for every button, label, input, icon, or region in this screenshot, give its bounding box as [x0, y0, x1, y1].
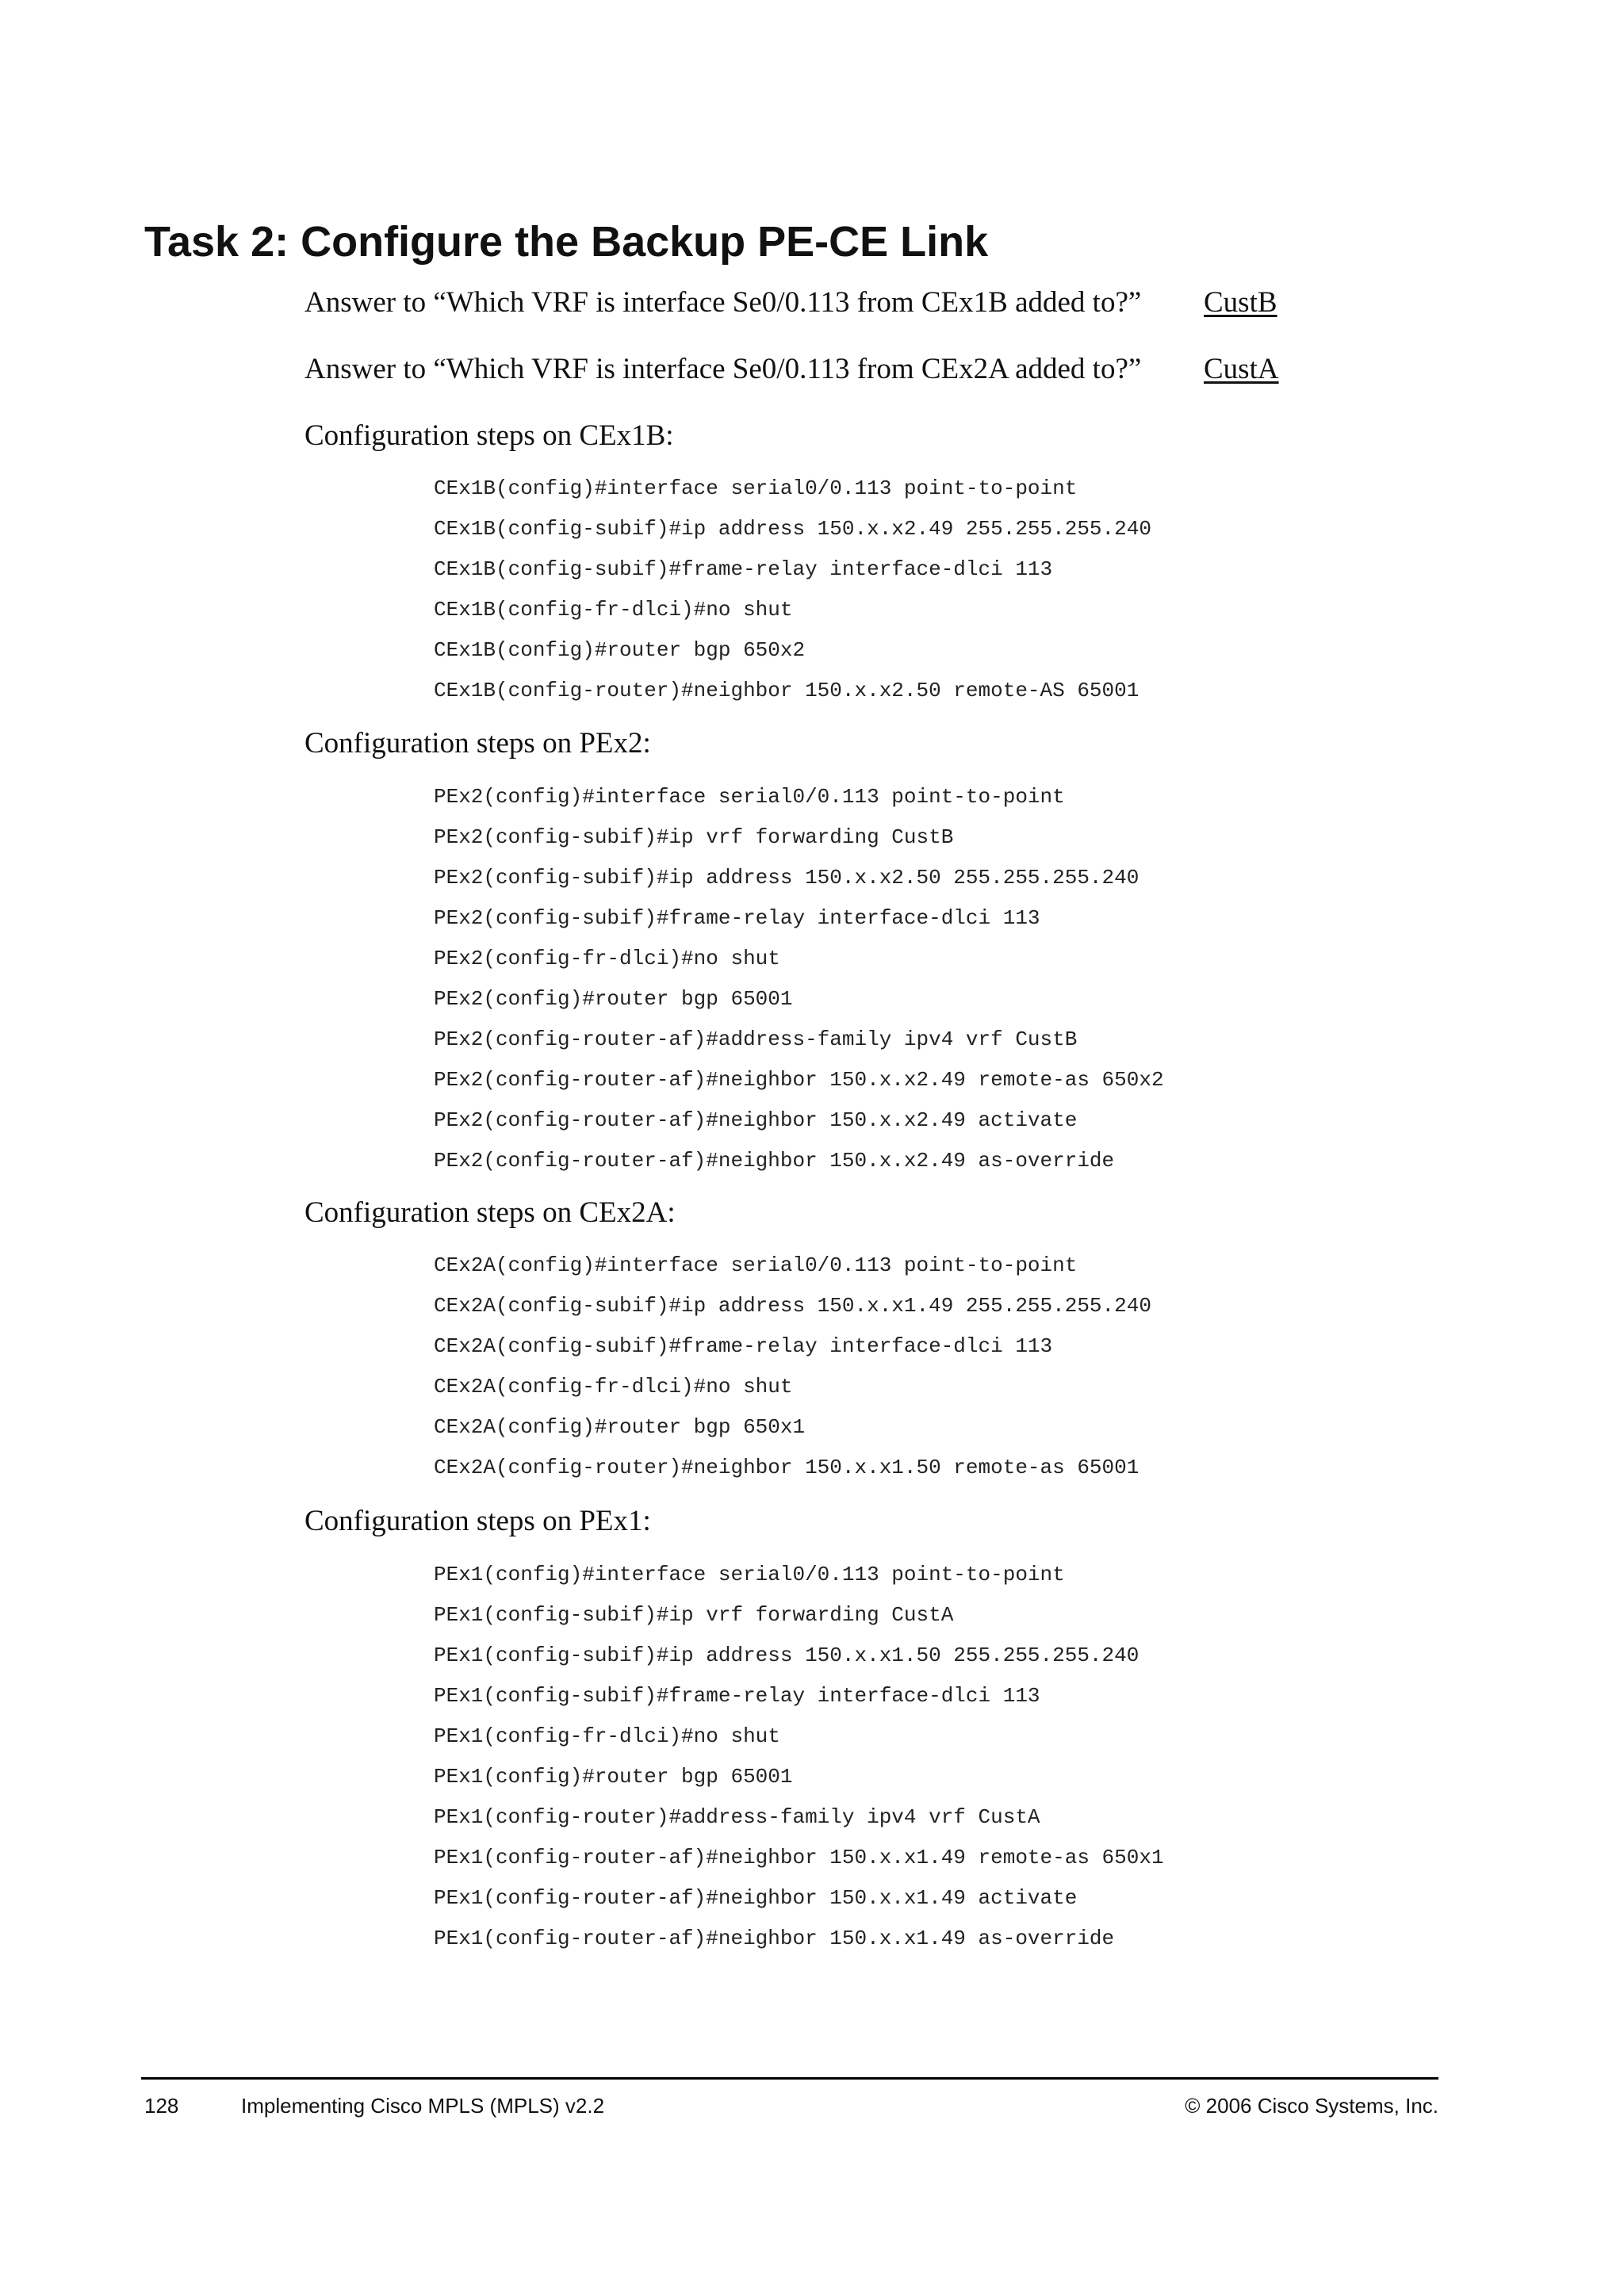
- section-heading-cex2a: Configuration steps on CEx2A:: [304, 1196, 676, 1229]
- config-line: CEx2A(config-subif)#ip address 150.x.x1.49 255.255.255.240: [434, 1294, 1151, 1318]
- config-line: CEx1B(config-fr-dlci)#no shut: [434, 598, 793, 622]
- config-line: PEx2(config-subif)#frame-relay interface-dlci 113: [434, 906, 1040, 930]
- config-line: CEx1B(config-subif)#ip address 150.x.x2.49 255.255.255.240: [434, 517, 1151, 541]
- config-line: CEx1B(config)#router bgp 650x2: [434, 638, 806, 662]
- answer-question: Answer to “Which VRF is interface Se0/0.113 from CEx1B added to?”: [304, 286, 1142, 319]
- answer-question: Answer to “Which VRF is interface Se0/0.113 from CEx2A added to?”: [304, 353, 1142, 385]
- config-line: PEx1(config-router-af)#neighbor 150.x.x1.49 remote-as 650x1: [434, 1846, 1164, 1869]
- config-line: PEx2(config-router-af)#neighbor 150.x.x2.49 remote-as 650x2: [434, 1068, 1164, 1092]
- config-line: PEx1(config-router-af)#neighbor 150.x.x1.49 as-override: [434, 1927, 1115, 1950]
- footer-divider: [141, 2077, 1438, 2080]
- config-block-cex2a: [434, 1246, 1151, 1488]
- config-line: CEx1B(config-subif)#frame-relay interface-dlci 113: [434, 557, 1053, 581]
- section-heading-pex2: Configuration steps on PEx2:: [304, 727, 651, 760]
- config-block-pex2: [434, 777, 1164, 1181]
- config-line: PEx2(config-subif)#ip address 150.x.x2.50 255.255.255.240: [434, 866, 1139, 890]
- config-line: CEx2A(config-subif)#frame-relay interface-dlci 113: [434, 1334, 1053, 1358]
- answer-row-cex1b: [304, 279, 1335, 327]
- answer-row-cex2a: [304, 346, 1335, 393]
- config-line: PEx1(config)#interface serial0/0.113 point-to-point: [434, 1563, 1065, 1586]
- section-heading-pex1: Configuration steps on PEx1:: [304, 1505, 651, 1537]
- config-line: CEx2A(config-router)#neighbor 150.x.x1.50 remote-as 65001: [434, 1456, 1139, 1479]
- config-line: PEx2(config)#router bgp 65001: [434, 987, 793, 1011]
- config-line: CEx2A(config-fr-dlci)#no shut: [434, 1375, 793, 1399]
- config-line: CEx1B(config-router)#neighbor 150.x.x2.50 remote-AS 65001: [434, 679, 1139, 702]
- config-line: PEx2(config-router-af)#neighbor 150.x.x2.49 activate: [434, 1108, 1078, 1132]
- config-line: PEx1(config-subif)#frame-relay interface-dlci 113: [434, 1684, 1040, 1708]
- config-line: PEx2(config-router-af)#address-family ipv4 vrf CustB: [434, 1027, 1078, 1051]
- config-line: PEx1(config-fr-dlci)#no shut: [434, 1724, 780, 1748]
- config-line: PEx1(config-subif)#ip vrf forwarding CustA: [434, 1603, 954, 1627]
- config-line: CEx2A(config)#interface serial0/0.113 point-to-point: [434, 1253, 1078, 1277]
- config-block-cex1b: [434, 469, 1151, 711]
- answer-value: CustB: [1204, 286, 1277, 319]
- config-block-pex1: [434, 1555, 1164, 1959]
- answer-value: CustA: [1204, 353, 1279, 385]
- course-title: Implementing Cisco MPLS (MPLS) v2.2: [241, 2094, 605, 2118]
- config-line: PEx2(config-router-af)#neighbor 150.x.x2.49 as-override: [434, 1149, 1115, 1173]
- config-line: PEx2(config-fr-dlci)#no shut: [434, 947, 780, 970]
- copyright-notice: © 2006 Cisco Systems, Inc.: [1185, 2094, 1438, 2118]
- config-line: CEx2A(config)#router bgp 650x1: [434, 1415, 806, 1439]
- task-title: Task 2: Configure the Backup PE-CE Link: [144, 218, 989, 266]
- config-line: PEx2(config-subif)#ip vrf forwarding CustB: [434, 825, 954, 849]
- config-line: PEx2(config)#interface serial0/0.113 point-to-point: [434, 785, 1065, 809]
- config-line: PEx1(config-subif)#ip address 150.x.x1.50 255.255.255.240: [434, 1644, 1139, 1667]
- config-line: CEx1B(config)#interface serial0/0.113 point-to-point: [434, 476, 1078, 500]
- config-line: PEx1(config-router)#address-family ipv4 vrf CustA: [434, 1805, 1040, 1829]
- config-line: PEx1(config-router-af)#neighbor 150.x.x1.49 activate: [434, 1886, 1078, 1910]
- section-heading-cex1b: Configuration steps on CEx1B:: [304, 419, 674, 452]
- page-number: 128: [144, 2094, 179, 2118]
- config-line: PEx1(config)#router bgp 65001: [434, 1765, 793, 1789]
